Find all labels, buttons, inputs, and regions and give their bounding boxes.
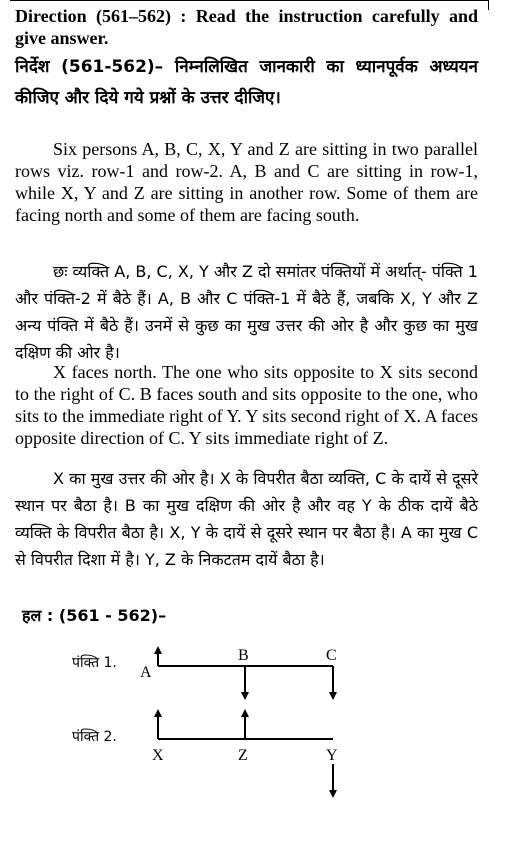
paragraph-1-hindi: छः व्यक्ति A, B, C, X, Y और Z दो समांतर पंक्तियों में अर्थात्- पंक्ति 1 और पंक्ति-2 में बैठे हैं। A, B और C पंक्ति-1 में बैठे हैं, जबकि X, Y और Z अन्य पंक्ति में बैठे हैं। उनमें से कुछ का मुख उत्तर की ओर है और कुछ का मुख दक्षिण की ओर है। — [15, 262, 478, 362]
seating-diagram — [0, 636, 512, 856]
person-a — [140, 650, 158, 681]
person-c — [326, 647, 337, 696]
person-a-label: A — [140, 664, 152, 681]
person-b — [238, 647, 249, 696]
row-2-label: पंक्ति 2. — [72, 729, 117, 745]
top-border — [10, 0, 488, 1]
person-x-label: X — [152, 747, 164, 764]
person-y — [326, 747, 338, 794]
right-border — [488, 0, 489, 10]
row-1-label: पंक्ति 1. — [72, 655, 117, 671]
solution-label: हल : (561 - 562)– — [22, 606, 167, 625]
paragraph-2-hindi: X का मुख उत्तर की ओर है। X के विपरीत बैठा व्यक्ति, C के दायें से दूसरे स्थान पर बैठा है। B का मुख दक्षिण की ओर है और वह Y के ठीक दायें बैठे व्यक्ति के विपरीत बैठा है। X, Y के दायें से दूसरे स्थान पर बैठा है। A का मुख C से विपरीत दिशा में है। Y, Z के निकटतम दायें बैठा है। — [15, 469, 478, 569]
direction-english: Direction (561–562) : Read the instruction carefully and give answer. — [15, 6, 478, 48]
person-y-label: Y — [326, 747, 338, 764]
direction-hindi: निर्देश (561-562)– निम्नलिखित जानकारी का ध्यानपूर्वक अध्ययन कीजिए और दिये गये प्रश्नों के उत्तर दीजिए। — [15, 57, 478, 108]
person-c-label: C — [326, 647, 337, 664]
paragraph-1-english: Six persons A, B, C, X, Y and Z are sitting in two parallel rows viz. row-1 and row-2. A, B and C are sitting in row-1, while X, Y and Z are sitting in another row. Some of them are facing north and some of them are facing south. — [15, 139, 478, 225]
person-b-label: B — [238, 647, 249, 664]
person-z-label: Z — [238, 747, 248, 764]
paragraph-2-english: X faces north. The one who sits opposite to X sits second to the right of C. B faces south and sits opposite to the one, who sits to the immediate right of Y. Y sits second right of X. A faces opposite direction of C. Y sits immediate right of Z. — [15, 362, 478, 448]
